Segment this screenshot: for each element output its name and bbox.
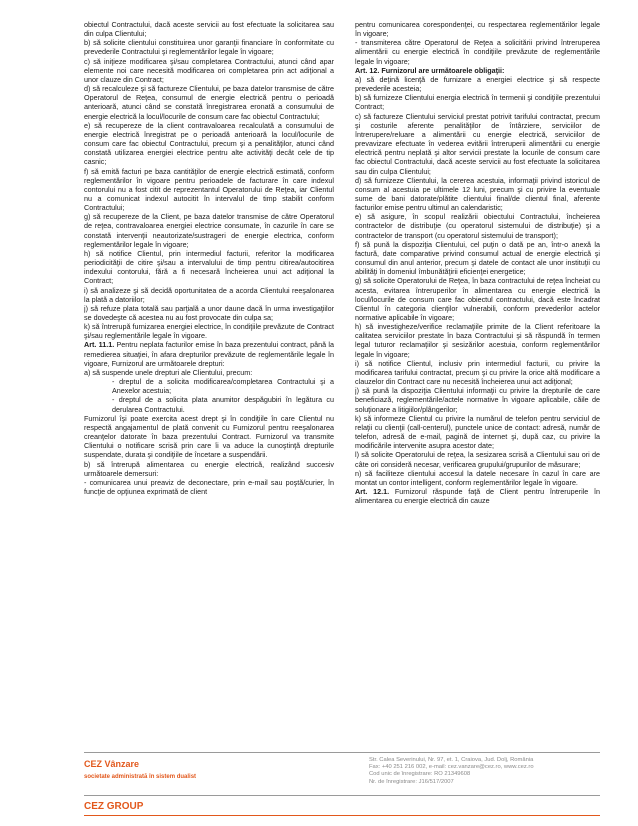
contract-clause: e) să recupereze de la client contravaloarea recalculată a consumului de energie electrică înregistrat pe o perioadă anterioară la locul/locurile de consum care fac obiectul Contractului, precum şi a penalităţilor, atunci când constată utilizarea energiei electrice pentru alte activităţi decât cele de tip casnic;: [84, 120, 334, 167]
contract-clause: a) să deţină licenţă de furnizare a energiei electrice şi să respecte prevederile acesteia;: [355, 74, 600, 94]
contract-clause: b) să furnizeze Clientului energia electrică în termenii şi condiţiile prezentului Contract;: [355, 93, 600, 112]
contract-clause: j) să refuze plata totală sau parţială a unor daune dacă în urma investigaţiilor se dovedeşte că acestea nu au fost provocate din culpa sa;: [84, 303, 334, 322]
contract-clause: a) să suspende unele drepturi ale Clientului, precum:: [84, 367, 253, 377]
article-text: Pentru neplata facturilor emise în baza prezentului contract, până la remedierea situaţiei, în afara drepturilor prevăzute de reglementările legale în vigoare, Furnizorul are următoarele drepturi:: [84, 340, 334, 368]
contract-clause: g) să solicite Operatorului de Reţea, în baza contractului de reţea încheiat cu acesta, evitarea întreruperilor în alimentarea cu energie electrică la locul/locurile de consum care fac obiectul contractului, dacă este încadrat Clientul în categoria clienţilor vulnerabili, conform prevederilor actelor normative aplicabile în vigoare;: [355, 276, 600, 322]
contract-clause: pentru comunicarea corespondenţei, cu respectarea reglementărilor legale în vigoare;: [355, 20, 600, 39]
contract-clause: f) să pună la dispoziţia Clientului, cel puţin o dată pe an, într-o anexă la factură, date comparative privind consumul actual de energie electrică şi consumul din anul anterior, precum şi datele de contact ale unor instituţii cu abilităţi în domeniul îmbunătăţirii eficienţei energetice;: [355, 239, 600, 277]
company-contact-block: [369, 757, 601, 786]
contract-clause: - comunicarea unui preaviz de deconectare, prin e-mail sau poştă/curier, în funcţie de opţiunea exprimată de client: [84, 477, 334, 496]
contract-clause: - transmiterea către Operatorul de Reţea a solicitării privind întreruperea alimentării cu energie electrică în condiţiile prevăzute de reglementările legale în vigoare;: [355, 38, 600, 66]
contact-registration-number: Nr. de înregistrare: J16/517/2007: [369, 778, 454, 785]
contract-clause: g) să recupereze de la Client, pe baza datelor transmise de către Operatorul de reţea, contravaloarea energiei electrice consumate, în cazurile în care se constată intervenţii neautorizate/sustrageri de energie electrica, conform reglementărilor legale în vigoare;: [84, 212, 334, 249]
contract-clause: i) să notifice Clientul, inclusiv prin intermediul facturii, cu privire la modificarea tarifului contractat, precum şi cu privire la orice altă modificare a clauzelor din Contract care nu necesită încheierea unui act adiţional;: [355, 358, 600, 387]
contact-address: Str. Calea Severinului, Nr. 97, et. 1, Craiova, Jud. Dolj, România: [369, 757, 534, 763]
footer-divider: [84, 815, 600, 816]
contract-clause: k) să întrerupă furnizarea energiei electrice, în condiţiile prevăzute de Contract şi/sau reglementările legale în vigoare.: [84, 322, 334, 341]
article-number: Art. 12.1.: [355, 486, 390, 496]
article-paragraph: [84, 340, 334, 367]
contract-clause: d) să recalculeze şi să factureze Clientului, pe baza datelor transmise de către Operatorul de Reţea, consumul de energie electrică pentru o perioadă anterioară, atunci când se constată înregistrarea eronată a consumului de energie electrică la locul/locurile de consum care fac obiectul Contractului;: [84, 84, 334, 121]
article-number: Art. 11.1.: [84, 340, 115, 350]
contract-clause: l) să solicite Operatorului de reţea, la sesizarea scrisă a Clientului sau ori de câte ori consideră necesar, verificarea grupului/grupurilor de măsurare;: [355, 450, 600, 469]
contract-clause: h) să investigheze/verifice reclamaţiile primite de la Client referitoare la calitatea serviciilor prestate în baza Contractului şi să răspundă în termen legal tuturor reclamaţiilor şi sesizărilor acestuia, conform reglementărilor legale în vigoare;: [355, 322, 600, 359]
contract-clause: i) să analizeze şi să decidă oportunitatea de a acorda Clientului reeşalonarea la plată a datoriilor;: [84, 285, 334, 304]
contract-clause: Furnizorul îşi poate exercita acest drept şi în condiţiile în care Clientul nu respectă angajamentul de plată convenit cu Furnizorul pentru reeşalonarea creanţelor datorate în baza prezentului Contract. Furnizorul va transmite Clientului o notificare scrisă prin care îi va aduce la cunoştinţă drepturile suspendate, durata şi condiţiile de încetare a suspendării.: [84, 413, 334, 460]
cez-group-logo: CEZ GROUP: [84, 801, 144, 812]
contract-clause: b) să întrerupă alimentarea cu energie electrică, realizând succesiv următoarele demersuri:: [84, 459, 334, 478]
contract-clause: j) să pună la dispoziţia Clientului informaţii cu privire la drepturile de care beneficiază, reglementările/actele normative în vigoare aplicabile, căile de soluţionare a litigiilor/plângerilor;: [355, 386, 600, 414]
article-paragraph: [355, 487, 600, 505]
contract-clause: obiectul Contractului, dacă aceste servicii au fost efectuate la solicitarea sau din culpa Clientului;: [84, 20, 334, 39]
contract-clause: c) să iniţieze modificarea şi/sau completarea Contractului, atunci când apar elemente noi care necesită modificarea ori completarea prin act adiţional a unor clauze din Contract;: [84, 56, 334, 84]
contract-clause: e) să asigure, în scopul realizării obiectului Contractului, încheierea contractelor de distribuţie (cu operatorul sistemului de distribuţie) şi a contractelor de transport (cu operatorul sistemului de transport);: [355, 212, 600, 240]
article-text: Furnizorul răspunde faţă de Client pentru întreruperile în alimentarea cu energie electrică din cauze: [355, 486, 600, 506]
left-text-column: [84, 20, 334, 734]
contract-clause: d) să furnizeze Clientului, la cererea acestuia, informaţii privind istoricul de consum al acestuia pe ultimele 12 luni, precum şi cu privire la eventuale sume de bani datorate/plătite clientului final/de clientul final, aferente facturilor emise pentru ultimul an calendaristic;: [355, 175, 600, 213]
contract-clause: n) să faciliteze clientului accesul la datele necesare în cazul în care are montat un contor intelligent, conform reglementărilor legale în vigoare.: [355, 468, 600, 487]
company-tagline: societate administrată în sistem dualist: [84, 774, 197, 780]
indented-list-item: - dreptul de a solicita plata anumitor despăgubiri în legătura cu derularea Contractului.: [112, 395, 334, 414]
contact-fiscal-code: Cod unic de înregistrare: RO 21349608: [369, 771, 471, 778]
indented-list-item: - dreptul de a solicita modificarea/completarea Contractului şi a Anexelor acestuia;: [112, 377, 334, 396]
contract-clause: f) să emită facturi pe baza cantităţilor de energie electrică estimată, conform reglementărilor în vigoare pentru perioadele de facturare în care indexul contorului nu a fost citit de reprezentantul Operatorului de Reţea, iar Clientul nu a comunicat indexul autocitit în intervalul de timp stabilit conform Contractului;: [84, 166, 334, 213]
right-text-column: [355, 20, 600, 734]
article-heading: Art. 12. Furnizorul are următoarele obligaţii:: [355, 65, 505, 75]
contract-clause: c) să factureze Clientului serviciul prestat potrivit tarifului contractat, precum şi costurile aferente penalităţilor de întârziere, serviciilor de întrerupere/reluare a alimentării cu energie electrică, serviciilor de prevavizare efectuate în vederea evitării întreruperii alimentării cu energie electrică pentru neplată şi altor servicii prestate la locurile de consum care fac obiectul Contractului, dacă aceste servicii au fost efectuate la solicitarea sau din culpa Clientului;: [355, 111, 600, 176]
contract-clause: k) să informeze Clientul cu privire la numărul de telefon pentru serviciul de relaţii cu clienţii (call-centerul), punctele unice de contact: adresă, număr de telefon, adresă de e-mail, pagină de internet şi, după caz, cu privire la modificările intervenite asupra acestor date;: [355, 413, 600, 451]
contact-fax-email: Fax: +40 251 216 002, e-mail: cez.vanzare@cez.ro, www.cez.ro: [369, 764, 534, 771]
footer: [84, 752, 600, 796]
company-name: CEZ Vânzare: [84, 759, 140, 769]
contract-clause: h) să notifice Clientul, prin intermediul facturii, referitor la modificarea periodicităţii de citire şi/sau a intervalului de timp pentru citirea/autocitirea indexului contorului, fără a fi necesară încheierea unui act adiţional la Contract;: [84, 248, 334, 286]
contract-clause: b) să solicite clientului constituirea unor garanţii financiare în conformitate cu prevederile Contractului şi reglementărilor legale în vigoare;: [84, 38, 334, 57]
